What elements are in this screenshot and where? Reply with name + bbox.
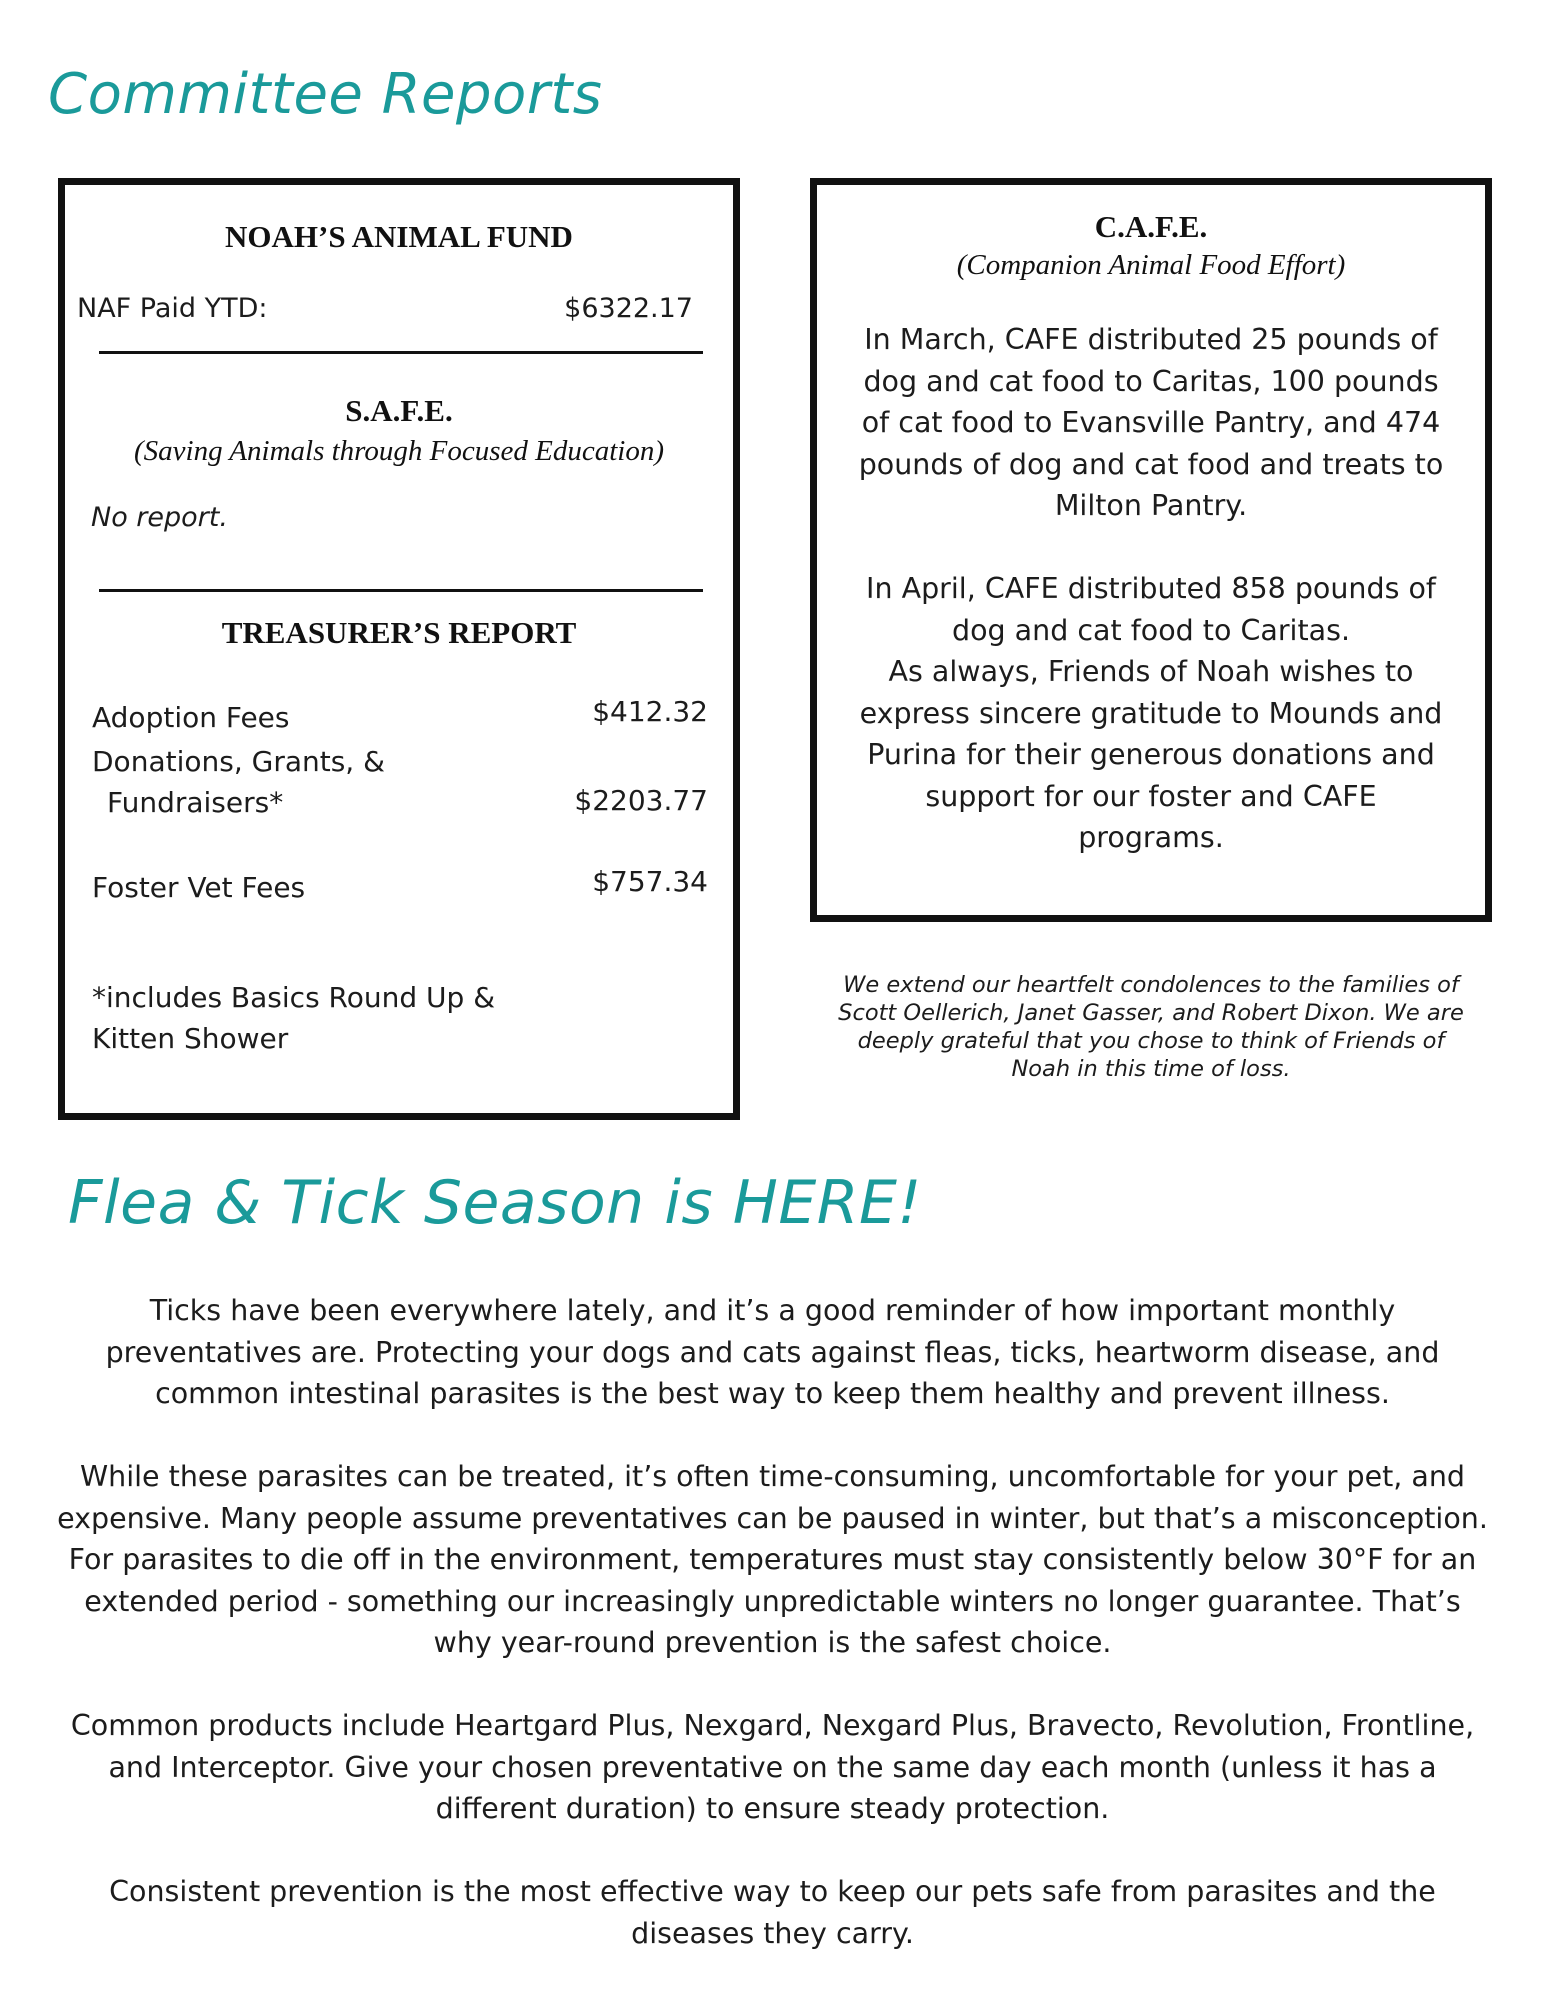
flea-paragraph-2 (30, 1456, 1515, 1664)
text-line: why year-round prevention is the safest choice. (433, 1626, 1112, 1659)
reports-box-right (810, 178, 1492, 922)
safe-report: No report. (91, 502, 228, 533)
text-line: programs. (1078, 821, 1224, 854)
text-line: Purina for their generous donations and (867, 738, 1435, 771)
flea-tick-heading: Flea & Tick Season is HERE! (68, 1168, 922, 1238)
text-line: expensive. Many people assume preventatives can be paused in winter, but that’s a misconception. (57, 1501, 1488, 1535)
flea-paragraph-3 (30, 1705, 1515, 1830)
donations-value: $2203.77 (574, 784, 708, 817)
condolences-note (814, 971, 1488, 1083)
cafe-thanks-paragraph (847, 651, 1455, 859)
safe-title: S.A.F.E. (345, 393, 453, 428)
text-line: Common products include Heartgard Plus, Nexgard, Nexgard Plus, Bravecto, Revolution, Frontline, (70, 1709, 1475, 1742)
donations-label-line1: Donations, Grants, & (92, 745, 385, 778)
text-line: In March, CAFE distributed 25 pounds of (864, 323, 1438, 356)
text-line: preventatives are. Protecting your dogs and cats against fleas, ticks, heartworm disease, and (105, 1335, 1440, 1369)
text-line: dog and cat food to Caritas. (952, 613, 1350, 647)
text-line: We extend our heartfelt condolences to the families of (843, 972, 1459, 998)
adoption-fees-value: $412.32 (592, 695, 708, 728)
text-line: different duration) to ensure steady protection. (435, 1792, 1110, 1825)
naf-paid-label: NAF Paid YTD: (77, 293, 268, 324)
text-line: Milton Pantry. (1054, 489, 1248, 522)
text-line: pounds of dog and cat food and treats to (858, 447, 1444, 481)
divider (99, 351, 703, 354)
foster-vet-fees-value: $757.34 (592, 865, 708, 898)
text-line: express sincere gratitude to Mounds and (859, 696, 1443, 730)
adoption-fees-label: Adoption Fees (92, 701, 290, 734)
treasurer-footnote-line1: *includes Basics Round Up & (92, 981, 496, 1014)
text-line: diseases they carry. (631, 1916, 914, 1950)
donations-label-line2: Fundraisers* (107, 786, 284, 819)
treasurer-title: TREASURER’S REPORT (221, 615, 577, 650)
text-line: support for our foster and CAFE (925, 779, 1377, 813)
divider (99, 589, 703, 592)
cafe-subtitle: (Companion Animal Food Effort) (956, 249, 1346, 281)
text-line: dog and cat food to Caritas, 100 pounds (863, 364, 1439, 398)
cafe-april-paragraph (847, 568, 1455, 651)
naf-title: NOAH’S ANIMAL FUND (225, 219, 573, 254)
text-line: common intestinal parasites is the best way to keep them healthy and prevent illness. (155, 1377, 1390, 1410)
flea-paragraph-4 (30, 1871, 1515, 1954)
text-line: In April, CAFE distributed 858 pounds of (866, 572, 1436, 605)
text-line: While these parasites can be treated, it’s often time-consuming, uncomfortable for your pet, and (79, 1460, 1466, 1493)
text-line: Scott Oellerich, Janet Gasser, and Robert Dixon. We are (838, 1000, 1464, 1026)
text-line: As always, Friends of Noah wishes to (888, 655, 1414, 688)
naf-paid-value: $6322.17 (564, 293, 693, 324)
text-line: Consistent prevention is the most effective way to keep our pets safe from parasites and the (109, 1875, 1436, 1908)
cafe-march-paragraph (847, 319, 1455, 527)
treasurer-footnote-line2: Kitten Shower (92, 1022, 289, 1055)
text-line: Ticks have been everywhere lately, and it’s a good reminder of how important monthly (149, 1294, 1396, 1327)
safe-subtitle: (Saving Animals through Focused Education) (134, 435, 664, 467)
text-line: of cat food to Evansville Pantry, and 474 (861, 406, 1441, 439)
cafe-title: C.A.F.E. (1094, 209, 1208, 244)
flea-paragraph-1 (30, 1290, 1515, 1415)
reports-box-left (58, 178, 740, 1120)
text-line: For parasites to die off in the environment, temperatures must stay consistently below 30°F for an (68, 1543, 1477, 1576)
text-line: Noah in this time of loss. (1011, 1056, 1291, 1082)
committee-reports-heading: Committee Reports (48, 62, 603, 127)
text-line: deeply grateful that you chose to think of Friends of (857, 1028, 1445, 1054)
text-line: and Interceptor. Give your chosen preventative on the same day each month (unless it has a (108, 1750, 1437, 1784)
text-line: extended period - something our increasingly unpredictable winters no longer guarantee. That’s (84, 1584, 1461, 1618)
foster-vet-fees-label: Foster Vet Fees (92, 871, 306, 904)
